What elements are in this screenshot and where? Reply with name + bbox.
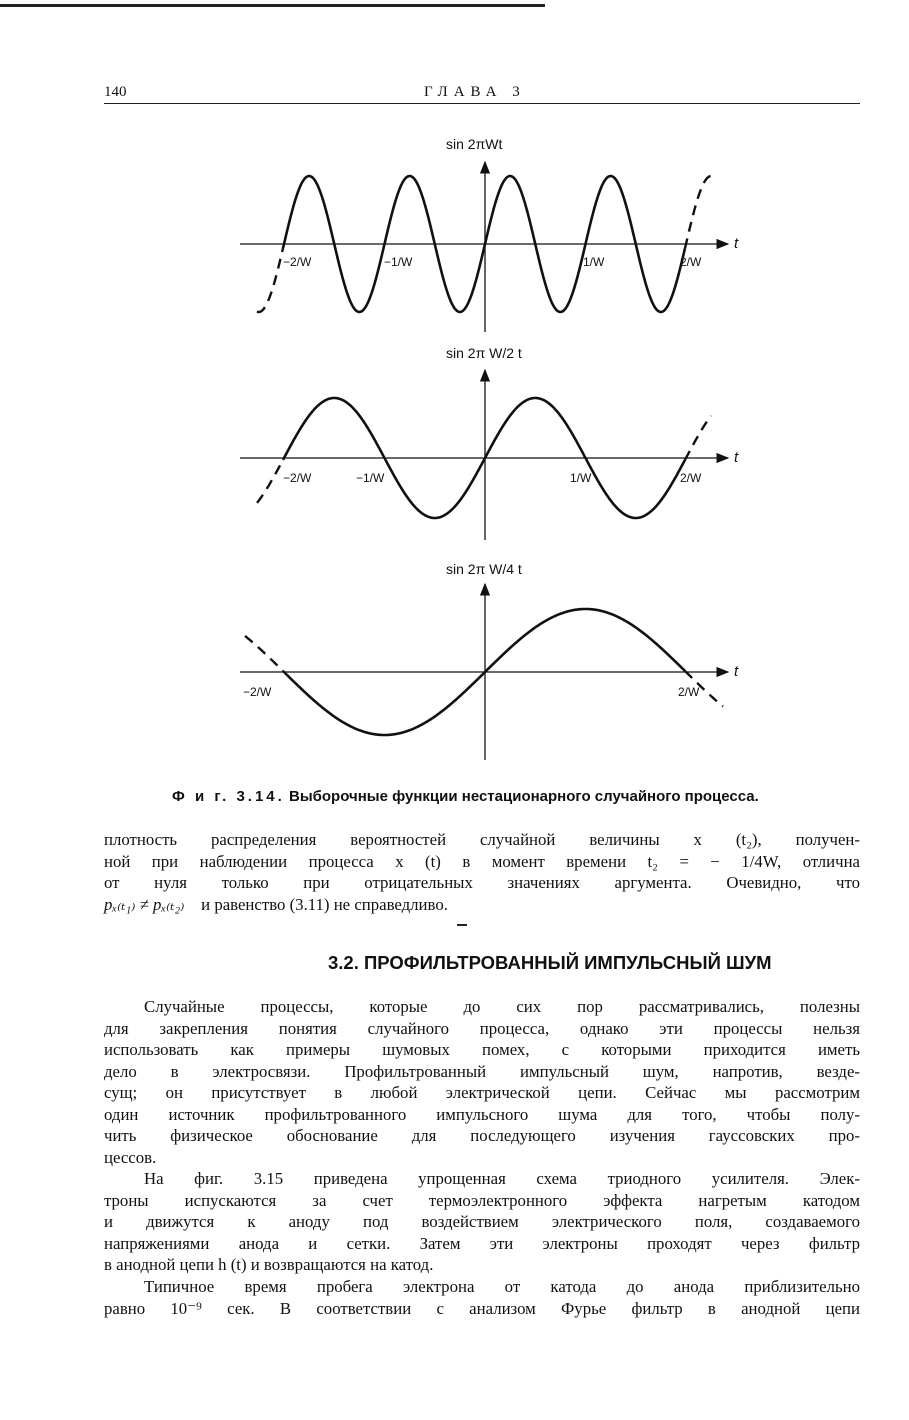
paragraph-2-line: для закрепления понятия случайного процесса, однако эти процессы нельзя: [104, 1018, 860, 1038]
panel-3-curve-left-dashed: [245, 636, 283, 671]
paragraph-1-last-line: [104, 894, 860, 916]
print-mark: [457, 924, 467, 926]
paragraph-1-line: и равенство (3.11) не справедливо.: [201, 894, 448, 914]
caption-prefix: Ф и г. 3.14.: [172, 788, 285, 805]
panel-2-tick--2W: −2/W: [283, 471, 312, 485]
panel-2-curve-left-dashed: [257, 460, 283, 503]
panel-3: [240, 561, 739, 760]
paragraph-4-line: Типичное время пробега электрона от катода до анода приблизительно: [144, 1277, 860, 1296]
paragraph-1-line: ной при наблюдении процесса x (t) в момент времени t₂ = − 1/4W, отлична: [104, 851, 860, 871]
section-title: 3.2. ПРОФИЛЬТРОВАННЫЙ ИМПУЛЬСНЫЙ ШУМ: [328, 952, 772, 973]
paragraph-2-line: дело в электросвязи. Профильтрованный импульсный шум, напротив, везде-: [104, 1061, 860, 1081]
paragraph-4: [104, 1276, 860, 1319]
panel-1-curve-right-dashed: [685, 176, 711, 248]
panel-2-tick-1W: 1/W: [570, 471, 592, 485]
paragraph-3-line: троны испускаются за счет термоэлектронного эффекта нагретым катодом: [104, 1190, 860, 1210]
paragraph-2-line: Случайные процессы, которые до сих пор рассматривались, полезны: [144, 997, 860, 1016]
panel-3-y-label: sin 2π W/4 t: [446, 561, 522, 577]
panel-2-y-label: sin 2π W/2 t: [446, 345, 522, 361]
panel-1-y-label: sin 2πWt: [446, 136, 503, 152]
panel-2-curve-right-dashed: [685, 416, 711, 460]
panel-1: [240, 136, 739, 332]
panel-1-tick-1W: 1/W: [583, 255, 605, 269]
paragraph-2-line: использовать как примеры шумовых помех, с которыми приходится иметь: [104, 1040, 860, 1059]
inequality-formula: pₓ₍ₜ₁₎ ≠ pₓ₍ₜ₂₎: [104, 894, 185, 914]
paragraph-2-line: сущ; он присутствует в любой электрической цепи. Сейчас мы рассмотрим: [104, 1083, 860, 1102]
figure-caption: [172, 788, 759, 805]
panel-2: [240, 345, 739, 540]
panel-1-tick--2W: −2/W: [283, 255, 312, 269]
chapter-title: ГЛАВА 3: [424, 84, 526, 100]
panel-1-curve-left-dashed: [257, 248, 283, 312]
panel-3-x-label: t: [734, 663, 739, 680]
panel-1-x-label: t: [734, 235, 739, 252]
panel-1-tick--1W: −1/W: [384, 255, 413, 269]
paragraph-3-line: напряжениями анода и сетки. Затем эти электроны проходят через фильтр: [104, 1233, 860, 1253]
paragraph-3-line: и движутся к аноду под воздействием электрического поля, создаваемого: [104, 1212, 860, 1231]
panel-2-tick-2W: 2/W: [680, 471, 702, 485]
paragraph-1-line: плотность распределения вероятностей случайной величины x (t₂), получен-: [104, 830, 860, 849]
page-number: 140: [104, 84, 127, 100]
paragraph-2-line: чить физическое обоснование для последующего изучения гауссовских про-: [104, 1126, 860, 1145]
panel-3-tick-2W: 2/W: [678, 685, 700, 699]
paragraph-3: [104, 1168, 860, 1276]
paragraph-2: [104, 996, 860, 1168]
caption-text: Выборочные функции нестационарного случайного процесса.: [288, 788, 759, 805]
paragraph-1: [104, 829, 860, 915]
paragraph-2-line: цессов.: [104, 1147, 157, 1167]
paragraph-2-line: один источник профильтрованного импульсного шума для того, чтобы полу-: [104, 1104, 860, 1124]
panel-3-tick--2W: −2/W: [243, 685, 272, 699]
paragraph-4-line: равно 10⁻⁹ сек. В соответствии с анализом Фурье фильтр в анодной цепи: [104, 1298, 860, 1318]
paragraph-1-line: от нуля только при отрицательных значениях аргумента. Очевидно, что: [104, 873, 860, 892]
panel-2-tick--1W: −1/W: [356, 471, 385, 485]
panel-1-tick-2W: 2/W: [680, 255, 702, 269]
panel-2-x-label: t: [734, 449, 739, 466]
paragraph-3-line: в анодной цепи h (t) и возвращаются на катод.: [104, 1255, 434, 1274]
paragraph-3-line: На фиг. 3.15 приведена упрощенная схема триодного усилителя. Элек-: [144, 1169, 860, 1188]
